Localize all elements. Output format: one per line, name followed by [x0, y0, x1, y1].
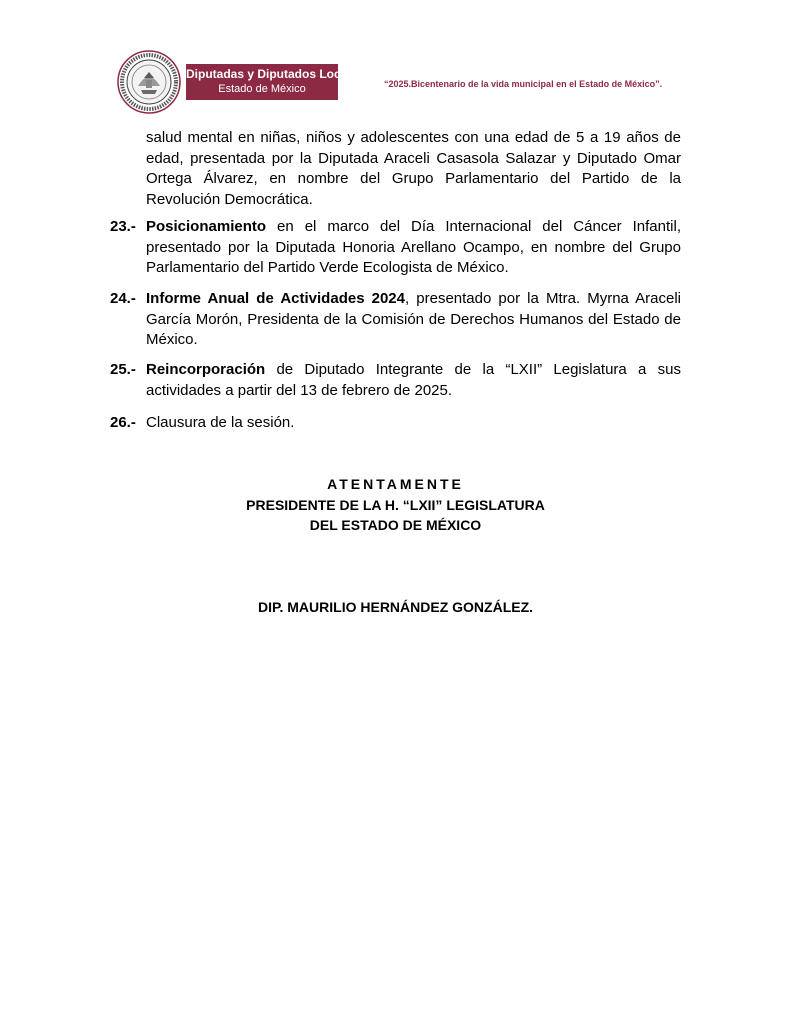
- item-title: Informe Anual de Actividades 2024: [146, 290, 405, 307]
- item-number-24: 24.-: [110, 290, 136, 307]
- item-number-25: 25.-: [110, 361, 136, 378]
- closing-atentamente: ATENTAMENTE: [327, 476, 464, 492]
- closing-title-line1: PRESIDENTE DE LA H. “LXII” LEGISLATURA: [246, 497, 545, 513]
- banner-subtitle: Estado de México: [218, 83, 306, 95]
- congress-banner: [186, 64, 365, 100]
- item-text: , presentado por la Mtra. Myrna Araceli García Morón, Presidenta de la Comisión de Derechos Humanos del Estado de México.: [146, 290, 681, 348]
- banner-title: Diputadas y Diputados Locales: [186, 67, 365, 81]
- agenda-item-23: [146, 217, 681, 279]
- agenda-item-25: [146, 360, 681, 401]
- state-seal-icon: [116, 50, 182, 114]
- item-number-23: 23.-: [110, 218, 136, 235]
- continuation-paragraph: salud mental en niñas, niños y adolescentes con una edad de 5 a 19 años de edad, presentada por la Diputada Araceli Casasola Salazar y Diputado Omar Ortega Álvarez, en nombre del Grupo Parlamentario del Partido de la Revolución Democrática.: [146, 129, 681, 208]
- item-text: de Diputado Integrante de la “LXII” Legislatura a sus actividades a partir del 13 de febrero de 2025.: [146, 361, 681, 399]
- item-title: Reincorporación: [146, 361, 266, 378]
- congress-logo: [116, 50, 365, 114]
- signer-name: DIP. MAURILIO HERNÁNDEZ GONZÁLEZ.: [257, 599, 534, 615]
- item-title: Posicionamiento: [146, 218, 267, 235]
- item-number-26: 26.-: [110, 414, 136, 431]
- closing-title-line2: DEL ESTADO DE MÉXICO: [309, 517, 482, 533]
- agenda-item-26: [146, 413, 681, 434]
- item-text: en el marco del Día Internacional del Cáncer Infantil, presentado por la Diputada Honoria Arellano Ocampo, en nombre del Grupo Parlamentario del Partido Verde Ecologista de México.: [146, 218, 681, 276]
- item-text: Clausura de la sesión.: [146, 414, 295, 431]
- header-motto: “2025.Bicentenario de la vida municipal en el Estado de México”.: [384, 79, 663, 89]
- agenda-item-24: [146, 289, 681, 351]
